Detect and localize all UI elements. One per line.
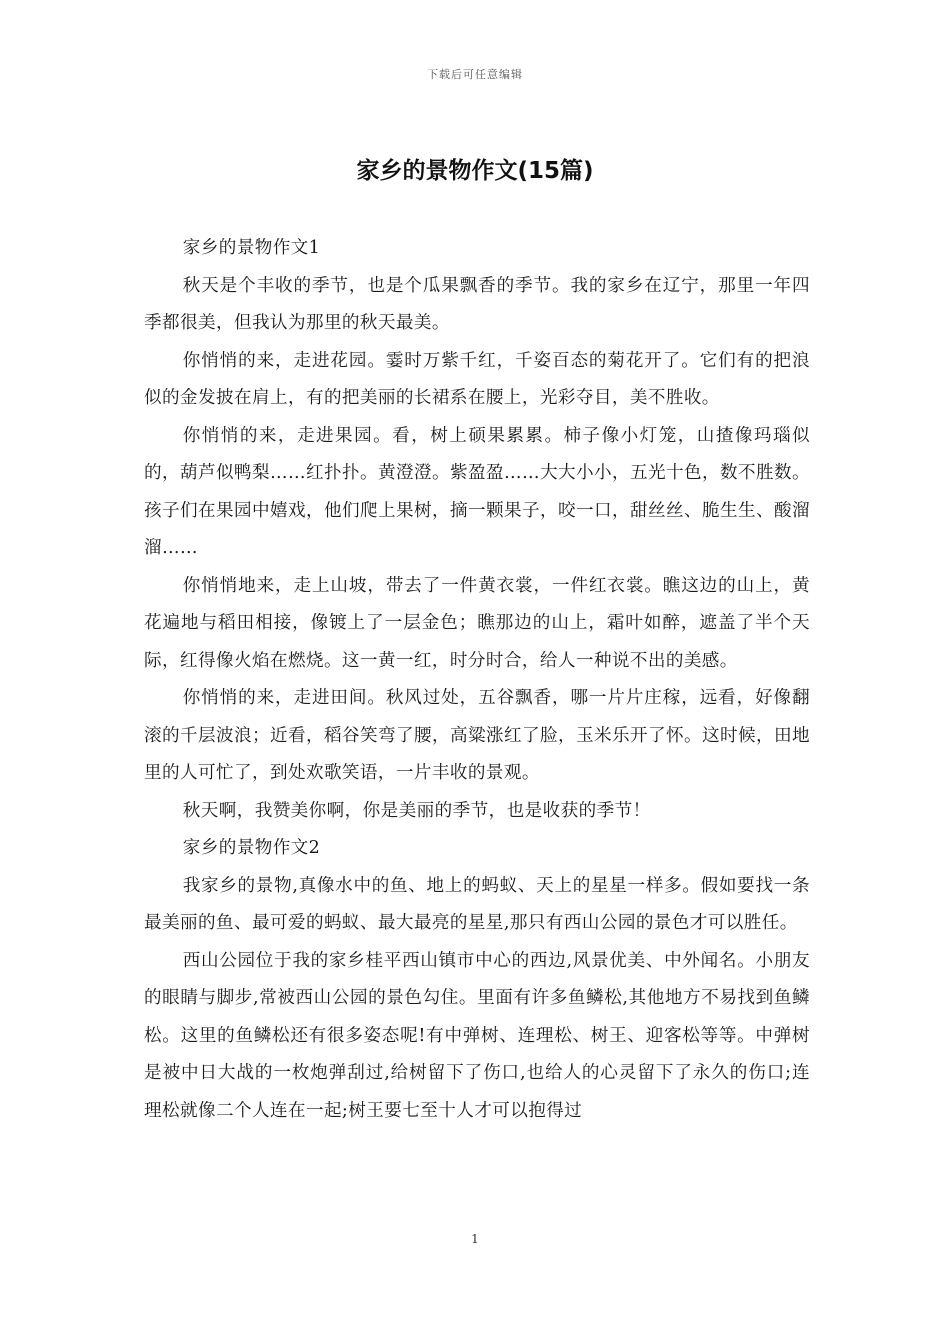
paragraph: 你悄悄的来，走进花园。霎时万紫千红，千姿百态的菊花开了。它们有的把浪似的金发披在肩上，有的把美丽的长裙系在腰上，光彩夺目，美不胜收。 bbox=[144, 350, 810, 408]
paragraph: 你悄悄地来，走上山坡，带去了一件黄衣裳，一件红衣裳。瞧这边的山上，黄花遍地与稻田相接，像镀上了一层金色；瞧那边的山上，霜叶如醉，遮盖了半个天际，红得像火焰在燃烧。这一黄一红，时分时合，给人一种说不出的美感。 bbox=[144, 575, 810, 671]
document-title: 家乡的景物作文(15篇) bbox=[356, 158, 594, 184]
paragraph: 你悄悄的来，走进田间。秋风过处，五谷飘香，哪一片片庄稼，远看，好像翻滚的千层波浪；近看，稻谷笑弯了腰，高粱涨红了脸，玉米乐开了怀。这时候，田地里的人可忙了，到处欢歌笑语，一片丰收的景观。 bbox=[144, 688, 810, 783]
paragraph: 我家乡的景物,真像水中的鱼、地上的蚂蚁、天上的星星一样多。假如要找一条最美丽的鱼、最可爱的蚂蚁、最大最亮的星星,那只有西山公园的景色才可以胜任。 bbox=[144, 875, 810, 933]
paragraph: 西山公园位于我的家乡桂平西山镇市中心的西边,风景优美、中外闻名。小朋友的眼睛与脚步,常被西山公园的景色勾住。里面有许多鱼鳞松,其他地方不易找到鱼鳞松。这里的鱼鳞松还有很多姿态呢!有中弹树、连理松、树王、迎客松等等。中弹树是被中日大战的一枚炮弹刮过,给树留下了伤口,也给人的心灵留下了永久的伤口;连理松就像二个人连在一起;树王要七至十人才可以抱得过 bbox=[144, 950, 810, 1121]
section-heading-1: 家乡的景物作文1 bbox=[182, 238, 321, 258]
paragraph: 秋天是个丰收的季节，也是个瓜果飘香的季节。我的家乡在辽宁，那里一年四季都很美，但我认为那里的秋天最美。 bbox=[144, 275, 810, 333]
header-note: 下载后可任意编辑 bbox=[427, 68, 523, 81]
paragraph: 你悄悄的来，走进果园。看，树上硕果累累。柿子像小灯笼，山揸像玛瑙似的，葫芦似鸭梨……红扑扑。黄澄澄。紫盈盈……大大小小，五光十色，数不胜数。孩子们在果园中嬉戏，他们爬上果树，摘一颗果子，咬一口，甜丝丝、脆生生、酸溜溜…… bbox=[144, 425, 810, 558]
document-body bbox=[144, 230, 810, 1130]
paragraph: 秋天啊，我赞美你啊，你是美丽的季节，也是收获的季节！ bbox=[182, 800, 651, 821]
page-number: 1 bbox=[471, 1232, 479, 1246]
section-heading-2: 家乡的景物作文2 bbox=[182, 838, 321, 858]
